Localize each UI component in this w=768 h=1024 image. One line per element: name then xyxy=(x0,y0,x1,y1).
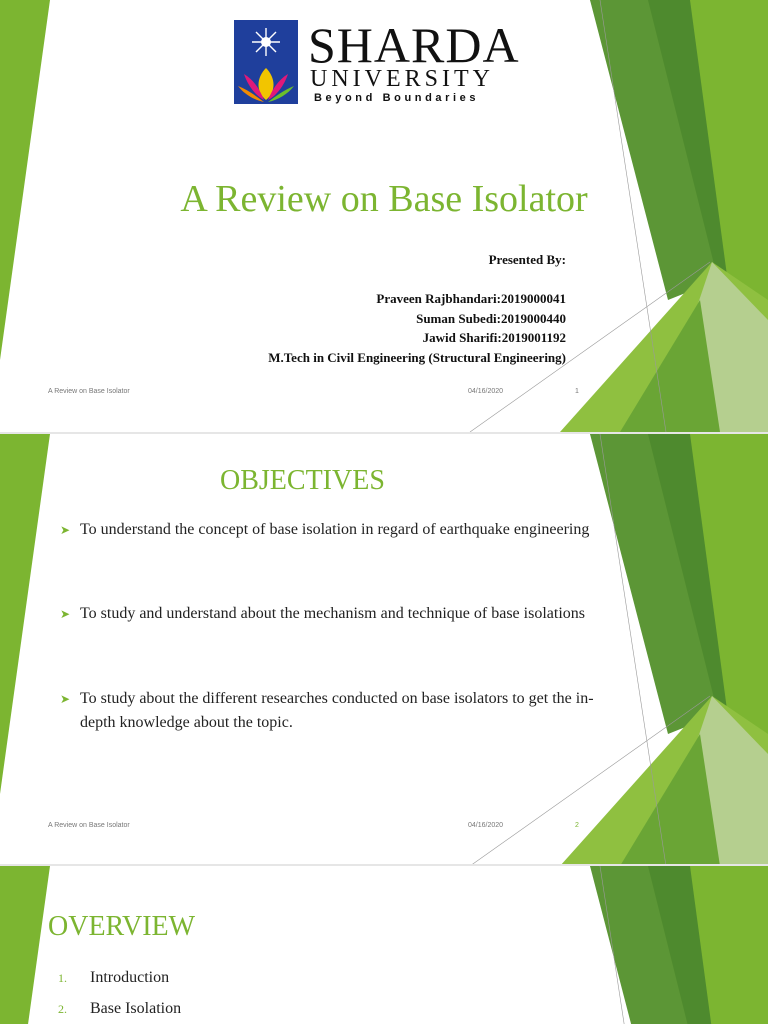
sharda-logo xyxy=(234,18,534,106)
presented-by-label: Presented By: xyxy=(488,252,566,267)
slide-heading: OBJECTIVES xyxy=(220,465,385,496)
logo-tagline: Beyond Boundaries xyxy=(314,92,480,104)
slide-1 xyxy=(0,0,768,432)
footer-title: A Review on Base Isolator xyxy=(48,822,130,829)
slide-3 xyxy=(0,866,768,1024)
arrow-bullet-icon: ➤ xyxy=(60,607,71,621)
footer-date: 04/16/2020 xyxy=(468,822,504,829)
footer-date: 04/16/2020 xyxy=(468,388,504,395)
arrow-bullet-icon: ➤ xyxy=(60,692,71,706)
slide-2 xyxy=(0,434,768,864)
list-label: Introduction xyxy=(90,969,170,986)
bullet-text: To study and understand about the mechanism and technique of base isolations xyxy=(80,605,585,622)
list-item xyxy=(58,999,181,1019)
program-line: M.Tech in Civil Engineering (Structural Engineering) xyxy=(268,349,566,365)
logo-name: SHARDA xyxy=(308,17,520,73)
bullet-text: To study about the different researches conducted on base isolators to get the in-depth knowledge about the topic. xyxy=(80,690,594,731)
bullet-text: To understand the concept of base isolation in regard of earthquake engineering xyxy=(80,521,590,538)
lotus-emblem-icon xyxy=(234,20,298,104)
footer-title: A Review on Base Isolator xyxy=(48,388,130,395)
slide-heading: OVERVIEW xyxy=(48,911,196,942)
presenters-block xyxy=(268,250,566,367)
presenter-line: Jawid Sharifi:2019001192 xyxy=(422,330,566,345)
presenter-line: Suman Subedi:2019000440 xyxy=(416,310,566,326)
list-label: Base Isolation xyxy=(90,1000,182,1017)
footer-page: 1 xyxy=(575,388,579,395)
list-item xyxy=(58,968,169,988)
footer-page: 2 xyxy=(575,822,579,829)
list-number: 2. xyxy=(58,1002,67,1016)
presenter-line: Praveen Rajbhandari:2019000041 xyxy=(376,291,566,306)
logo-sub: UNIVERSITY xyxy=(310,66,494,92)
arrow-bullet-icon: ➤ xyxy=(60,523,71,537)
list-number: 1. xyxy=(58,971,67,985)
slide-2-decoration xyxy=(0,434,768,864)
slide-title: A Review on Base Isolator xyxy=(180,178,588,220)
